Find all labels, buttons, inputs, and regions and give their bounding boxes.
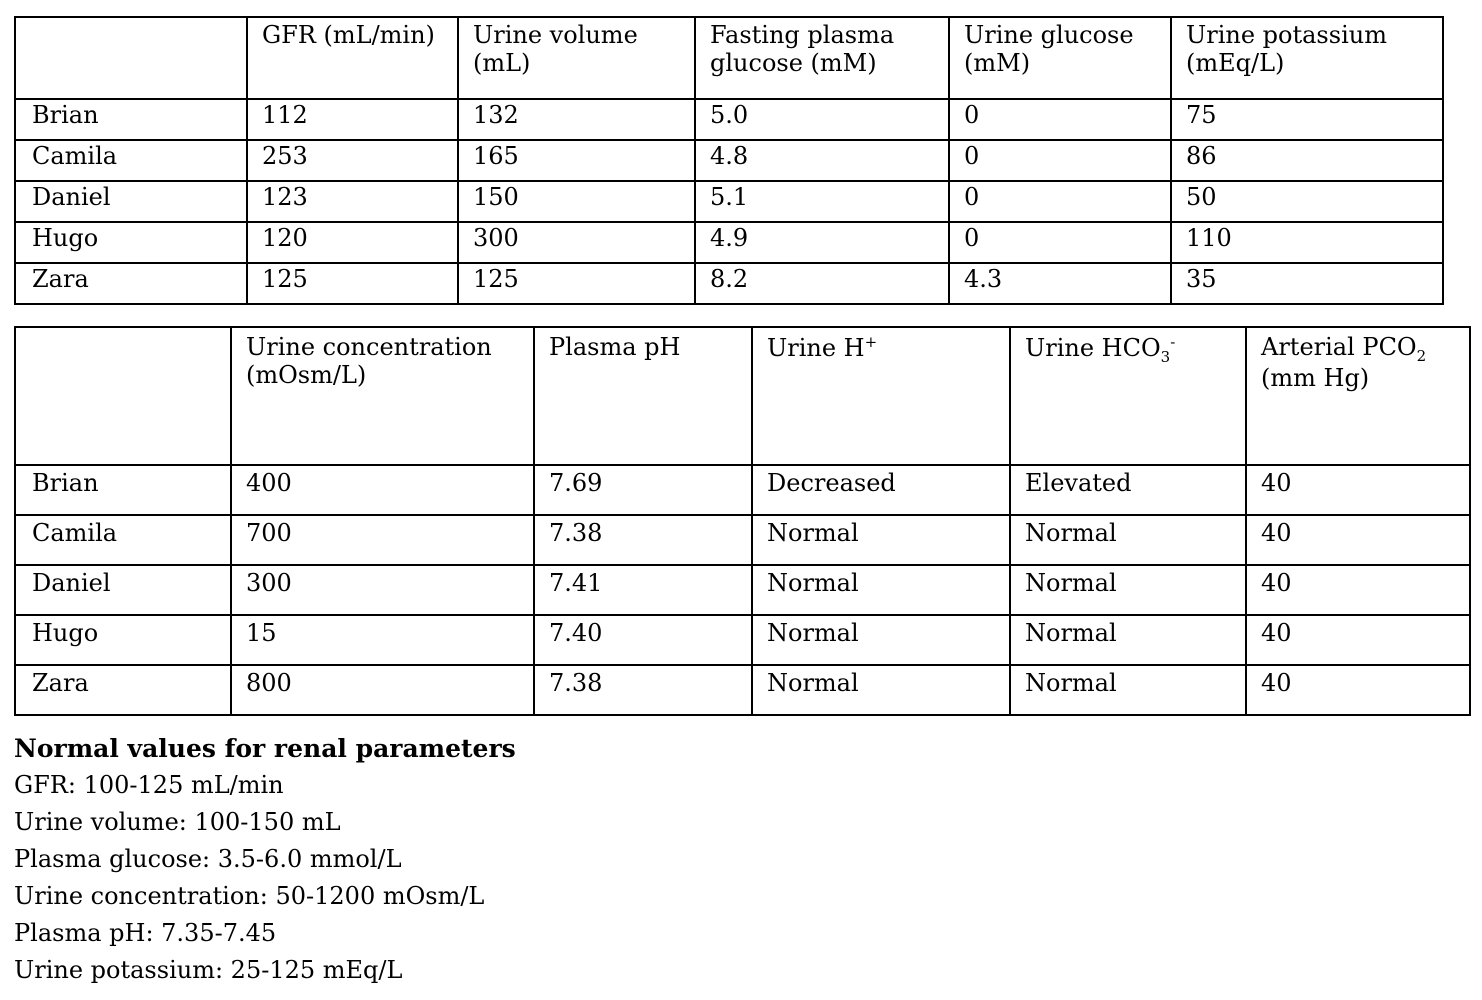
table-cell: 40 — [1246, 515, 1470, 565]
table-cell: 7.38 — [534, 515, 752, 565]
table-cell: 165 — [458, 140, 695, 181]
table-row — [15, 565, 1470, 615]
table-cell: Normal — [1010, 665, 1246, 715]
normal-values-section — [14, 730, 516, 989]
header-cell-arterial-pco2 — [1246, 327, 1470, 465]
normal-value-line: Plasma pH: 7.35-7.45 — [14, 919, 277, 947]
table-cell: 300 — [231, 565, 534, 615]
table-row — [15, 515, 1470, 565]
table-cell: 0 — [949, 181, 1171, 222]
table-cell: 15 — [231, 615, 534, 665]
patient-name-cell: Hugo — [15, 222, 247, 263]
table-row — [15, 140, 1443, 181]
patient-name-cell: Daniel — [15, 181, 247, 222]
table-row — [15, 99, 1443, 140]
renal-parameters-table-2 — [14, 326, 1471, 716]
table-cell: 4.8 — [695, 140, 949, 181]
table-cell: Normal — [752, 615, 1010, 665]
renal-parameters-table-1 — [14, 16, 1444, 305]
table-cell: 132 — [458, 99, 695, 140]
table-cell: 110 — [1171, 222, 1443, 263]
patient-name-cell: Brian — [15, 99, 247, 140]
header-cell-urine-glucose: Urine glucose (mM) — [949, 17, 1171, 99]
table-cell: 253 — [247, 140, 458, 181]
table-cell: 150 — [458, 181, 695, 222]
urine-h-label: Urine H — [767, 334, 865, 362]
table-cell: 0 — [949, 222, 1171, 263]
patient-name-cell: Zara — [15, 665, 231, 715]
urine-h-superscript: + — [864, 333, 878, 351]
table-cell: 75 — [1171, 99, 1443, 140]
normal-value-line: Plasma glucose: 3.5-6.0 mmol/L — [14, 845, 402, 873]
table-cell: 35 — [1171, 263, 1443, 304]
table-cell: 125 — [247, 263, 458, 304]
table-cell: 7.69 — [534, 465, 752, 515]
table-row — [15, 465, 1470, 515]
header-cell-empty — [15, 17, 247, 99]
arterial-pco2-subscript: 2 — [1416, 346, 1427, 365]
table-cell: 800 — [231, 665, 534, 715]
table-cell: 120 — [247, 222, 458, 263]
table-cell: 125 — [458, 263, 695, 304]
table-cell: Normal — [752, 515, 1010, 565]
table-cell: 0 — [949, 99, 1171, 140]
urine-hco3-label: Urine HCO — [1025, 334, 1161, 362]
header-cell-plasma-ph: Plasma pH — [534, 327, 752, 465]
header-cell-urine-concentration: Urine concentration (mOsm/L) — [231, 327, 534, 465]
table-cell: Normal — [1010, 565, 1246, 615]
table-cell: 0 — [949, 140, 1171, 181]
table-row — [15, 181, 1443, 222]
header-cell-gfr: GFR (mL/min) — [247, 17, 458, 99]
table-cell: Normal — [1010, 515, 1246, 565]
table-cell: 112 — [247, 99, 458, 140]
header-cell-urine-hco3 — [1010, 327, 1246, 465]
patient-name-cell: Camila — [15, 515, 231, 565]
table-cell: 7.38 — [534, 665, 752, 715]
table-cell: Decreased — [752, 465, 1010, 515]
table-cell: 4.3 — [949, 263, 1171, 304]
urine-hco3-superscript: - — [1170, 333, 1176, 351]
header-cell-urine-h — [752, 327, 1010, 465]
table-cell: 40 — [1246, 615, 1470, 665]
arterial-pco2-unit: (mm Hg) — [1261, 364, 1370, 393]
table-cell: 86 — [1171, 140, 1443, 181]
table-row — [15, 665, 1470, 715]
table-header-row — [15, 327, 1470, 465]
table-row — [15, 263, 1443, 304]
header-cell-fasting-plasma-glucose: Fasting plasma glucose (mM) — [695, 17, 949, 99]
normal-values-heading: Normal values for renal parameters — [14, 734, 516, 763]
table-cell: 7.41 — [534, 565, 752, 615]
urine-hco3-subscript: 3 — [1160, 347, 1171, 366]
header-cell-urine-volume: Urine volume (mL) — [458, 17, 695, 99]
table-cell: Normal — [752, 665, 1010, 715]
table-cell: 700 — [231, 515, 534, 565]
table-row — [15, 615, 1470, 665]
normal-value-line: Urine potassium: 25-125 mEq/L — [14, 956, 403, 984]
patient-name-cell: Zara — [15, 263, 247, 304]
table-cell: 50 — [1171, 181, 1443, 222]
header-cell-urine-potassium: Urine potassium (mEq/L) — [1171, 17, 1443, 99]
normal-value-line: Urine volume: 100-150 mL — [14, 808, 341, 836]
table-cell: 5.0 — [695, 99, 949, 140]
table-cell: 8.2 — [695, 263, 949, 304]
normal-value-line: Urine concentration: 50-1200 mOsm/L — [14, 882, 485, 910]
patient-name-cell: Daniel — [15, 565, 231, 615]
table-cell: Normal — [1010, 615, 1246, 665]
table-cell: 40 — [1246, 565, 1470, 615]
table-cell: 123 — [247, 181, 458, 222]
table-cell: Normal — [752, 565, 1010, 615]
arterial-pco2-label: Arterial PCO — [1261, 333, 1417, 361]
table-cell: 7.40 — [534, 615, 752, 665]
table-cell: 5.1 — [695, 181, 949, 222]
normal-value-line: GFR: 100-125 mL/min — [14, 771, 284, 799]
table-cell: Elevated — [1010, 465, 1246, 515]
header-cell-empty — [15, 327, 231, 465]
table-cell: 300 — [458, 222, 695, 263]
table-row — [15, 222, 1443, 263]
table-cell: 400 — [231, 465, 534, 515]
table-cell: 4.9 — [695, 222, 949, 263]
table-cell: 40 — [1246, 665, 1470, 715]
patient-name-cell: Hugo — [15, 615, 231, 665]
table-header-row — [15, 17, 1443, 99]
patient-name-cell: Brian — [15, 465, 231, 515]
patient-name-cell: Camila — [15, 140, 247, 181]
table-cell: 40 — [1246, 465, 1470, 515]
